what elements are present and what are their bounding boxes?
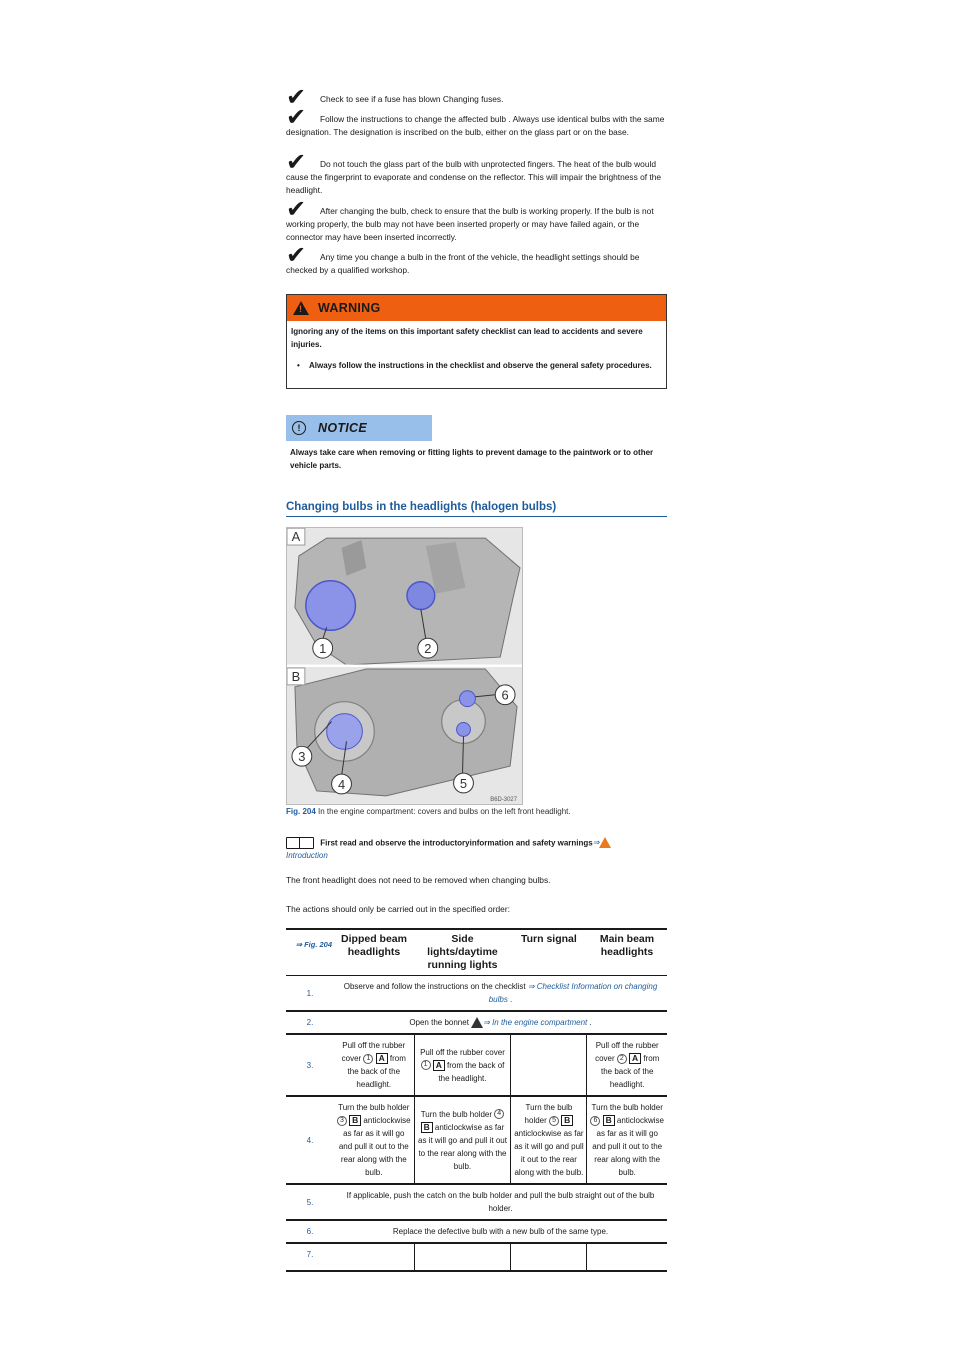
cell-text: Turn the bulb holder <box>591 1103 663 1112</box>
table-row <box>286 1243 667 1271</box>
table-row <box>286 1034 667 1096</box>
step-text-tail: . <box>587 1018 592 1027</box>
circled-number: 2 <box>617 1054 627 1064</box>
check-mark-icon: ✔ <box>286 241 307 269</box>
figure-caption-text: In the engine compartment: covers and bulbs on the left front headlight. <box>315 807 571 816</box>
circled-number: 6 <box>590 1116 600 1126</box>
warning-header <box>287 295 666 321</box>
column-header: Side lights/daytime running lights <box>414 929 511 976</box>
column-header: Turn signal <box>511 929 587 976</box>
checklist-link[interactable]: ⇒ Checklist Information on changing bulbs <box>488 982 658 1004</box>
cell-text: Turn the bulb holder <box>338 1103 410 1112</box>
table-row <box>286 1011 667 1034</box>
step-cell-empty <box>511 1034 587 1096</box>
cell-text: Turn the bulb holder <box>420 1109 495 1119</box>
cell-text: Pull off the rubber cover <box>420 1047 505 1057</box>
figure-number: Fig. 204 <box>286 807 316 816</box>
circled-number: 4 <box>494 1109 504 1119</box>
figure-key-badge: A <box>629 1053 641 1064</box>
step-text <box>334 1011 667 1034</box>
cell-text: anticlockwise as far as it will go and pull it out to the rear along with the bulb. <box>514 1129 584 1177</box>
section-title: Changing bulbs in the headlights (halogen bulbs) <box>286 501 667 517</box>
circled-number: 5 <box>549 1116 559 1126</box>
circled-number: 1 <box>421 1060 431 1070</box>
figure-key-badge: A <box>433 1060 445 1071</box>
panel-a-label: A <box>291 529 301 545</box>
circled-number: 1 <box>363 1054 373 1064</box>
figure-key-badge: A <box>376 1053 388 1064</box>
headlight-illustration <box>287 528 522 804</box>
engine-compartment-link[interactable]: ⇒ In the engine compartment <box>483 1018 588 1027</box>
notice-label: NOTICE <box>318 421 368 435</box>
step-number: 2. <box>286 1011 334 1034</box>
steps-table <box>286 928 667 1272</box>
bulb-holder-5 <box>457 723 471 737</box>
checklist-text: Any time you change a bulb in the front of the vehicle, the headlight settings should be checked by a qualified workshop. <box>286 252 640 275</box>
checklist-item <box>286 83 667 111</box>
step-text: If applicable, push the catch on the bulb holder and pull the bulb straight out of the bulb holder. <box>334 1184 667 1220</box>
checklist-item <box>286 241 667 277</box>
step-cell-empty <box>334 1243 414 1271</box>
cell-text: from the back of the headlight. <box>438 1060 505 1083</box>
callout-1: 1 <box>319 641 327 657</box>
step-cell <box>414 1096 511 1184</box>
warning-triangle-icon: ! <box>293 301 309 315</box>
step-cell-empty <box>511 1243 587 1271</box>
step-cell <box>334 1034 414 1096</box>
warning-triangle-icon <box>599 837 611 848</box>
cell-text: anticlockwise as far as it will go and pull it out to the rear along with the bulb. <box>338 1116 411 1177</box>
warning-label: WARNING <box>318 301 381 315</box>
read-first <box>286 836 667 862</box>
warning-body <box>287 321 666 372</box>
check-mark-icon: ✔ <box>286 148 307 176</box>
cell-text: anticlockwise as far as it will go and pull it out to the rear along with the bulb. <box>418 1122 507 1171</box>
table-header-row <box>286 929 667 976</box>
paragraph: The front headlight does not need to be removed when changing bulbs. <box>286 875 551 885</box>
step-text-tail: . <box>507 995 513 1004</box>
figure-key-badge: B <box>561 1115 573 1126</box>
bulb-holder-6 <box>460 691 476 707</box>
check-mark-icon: ✔ <box>286 103 307 131</box>
figure-key-badge: B <box>603 1115 615 1126</box>
step-number: 3. <box>286 1034 334 1096</box>
checklist-item <box>286 148 667 197</box>
book-icon <box>286 837 314 849</box>
checklist-text: Check to see if a fuse has blown Changing fuses. <box>320 94 504 104</box>
table-row <box>286 976 667 1012</box>
paragraph: The actions should only be carried out in the specified order: <box>286 904 510 914</box>
callout-5: 5 <box>459 775 468 791</box>
step-number: 7. <box>286 1243 334 1271</box>
step-cell <box>587 1096 667 1184</box>
column-header: Main beam headlights <box>587 929 667 976</box>
warning-box <box>286 294 667 389</box>
cell-text: Turn the bulb holder <box>524 1103 573 1125</box>
checklist-text: Do not touch the glass part of the bulb with unprotected fingers. The heat of the bulb would cause the fingerprint to evaporate and condense on the reflector. This will impair the brightness of the headlight. <box>286 159 662 195</box>
figure-key-badge: B <box>421 1122 433 1133</box>
step-text-main: Observe and follow the instructions on the checklist <box>343 982 528 991</box>
check-mark-icon: ✔ <box>286 195 307 223</box>
table-row <box>286 1096 667 1184</box>
step-cell <box>587 1034 667 1096</box>
step-number: 1. <box>286 976 334 1012</box>
introduction-link[interactable]: Introduction <box>286 851 328 861</box>
checklist-text: Follow the instructions to change the affected bulb . Always use identical bulbs with the same designation. The designation is inscribed on the bulb, either on the glass part or on the base. <box>286 114 665 137</box>
callout-3: 3 <box>298 749 306 765</box>
checklist-text: After changing the bulb, check to ensure that the bulb is working properly. If the bulb is not working properly, the bulb may not have been inserted properly or may have failed again, or the connector may have been inserted incorrectly. <box>286 206 654 242</box>
step-text: Replace the defective bulb with a new bulb of the same type. <box>334 1220 667 1243</box>
headlight-figure <box>286 527 523 805</box>
step-text-main: Open the bonnet <box>409 1018 472 1027</box>
checklist-item <box>286 103 667 139</box>
panel-b-label: B <box>291 668 301 684</box>
step-number: 6. <box>286 1220 334 1243</box>
step-cell <box>511 1096 587 1184</box>
cell-text: Pull off the rubber cover <box>341 1041 406 1063</box>
step-number: 4. <box>286 1096 334 1184</box>
bulb-cover-1 <box>306 581 356 631</box>
circled-number: 3 <box>337 1116 347 1126</box>
figure-caption <box>286 807 571 816</box>
warning-bullet: • Always follow the instructions in the checklist and observe the general safety procedures. <box>291 359 662 372</box>
checklist-item <box>286 195 667 244</box>
cell-text: anticlockwise as far as it will go and pull it out to the rear along with the bulb. <box>592 1116 664 1177</box>
warning-triangle-icon <box>471 1017 483 1028</box>
cell-text: from the back of the headlight. <box>600 1054 660 1089</box>
step-text <box>334 976 667 1012</box>
step-cell-empty <box>587 1243 667 1271</box>
callout-4: 4 <box>337 776 346 792</box>
notice-header <box>286 415 432 441</box>
step-cell <box>334 1096 414 1184</box>
callout-2: 2 <box>424 641 432 657</box>
bulb-cover-2 <box>407 582 435 610</box>
exclamation-circle-icon: ! <box>292 421 306 435</box>
figure-reference-link[interactable]: ⇒ Fig. 204 <box>286 929 334 976</box>
step-cell <box>414 1034 511 1096</box>
check-mark-icon: ✔ <box>286 83 307 111</box>
read-first-text: First read and observe the introductoryinformation and safety warnings <box>320 838 593 848</box>
read-first-arrow: ⇒ <box>592 838 600 847</box>
cell-text: from the back of the headlight. <box>347 1054 406 1089</box>
callout-6: 6 <box>501 687 509 703</box>
figure-key-badge: B <box>349 1115 361 1126</box>
step-cell-empty <box>414 1243 511 1271</box>
bulb-holder-3 <box>327 714 363 750</box>
table-row <box>286 1220 667 1243</box>
column-header: Dipped beam headlights <box>334 929 414 976</box>
warning-text: Ignoring any of the items on this important safety checklist can lead to accidents and severe injuries. <box>291 327 643 349</box>
figure-code: B6D-3027 <box>490 796 518 803</box>
cell-text: Pull off the rubber cover <box>595 1041 659 1063</box>
notice-text: Always take care when removing or fitting lights to prevent damage to the paintwork or to other vehicle parts. <box>290 448 654 470</box>
table-row <box>286 1184 667 1220</box>
step-number: 5. <box>286 1184 334 1220</box>
